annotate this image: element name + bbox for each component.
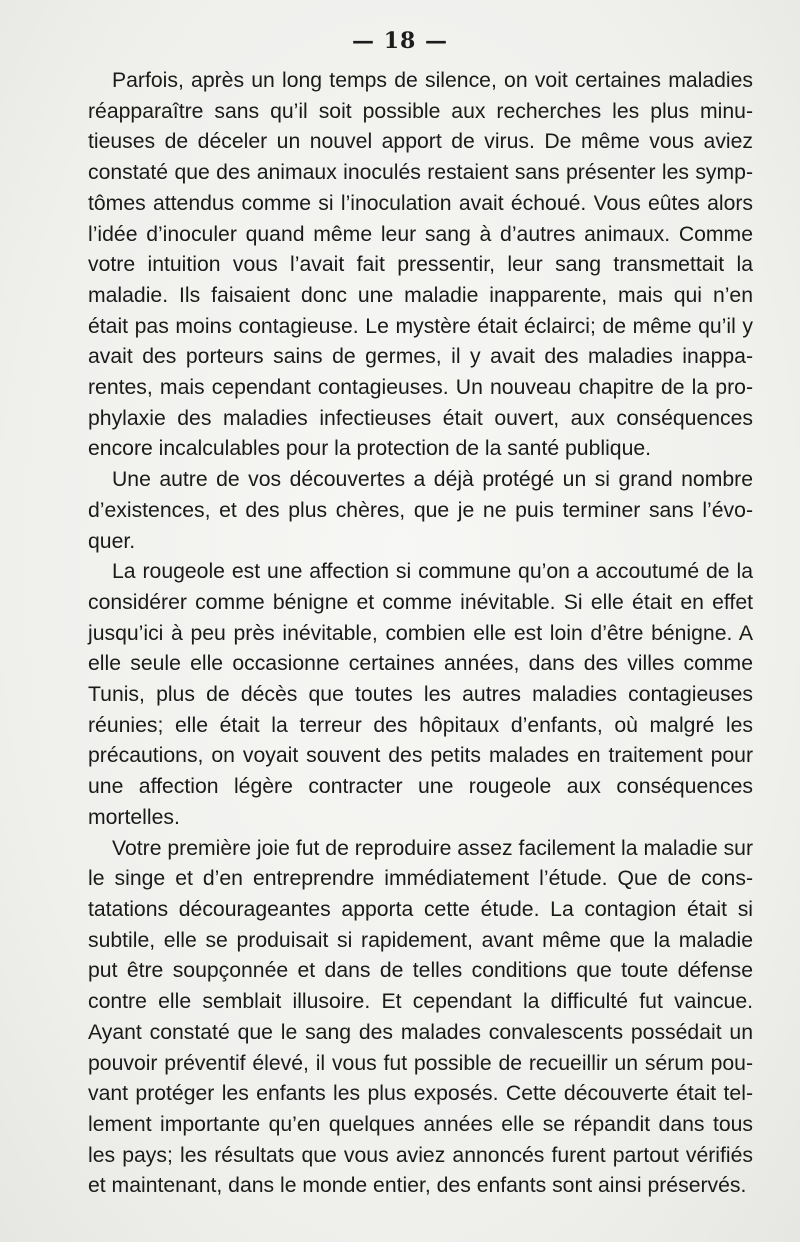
paragraph-2: Une autre de vos découvertes a déjà protégé un si grand nombre d’existences, et des plus chères, que je ne puis terminer sans l’évoquer. <box>88 468 753 553</box>
paragraph-1: Parfois, après un long temps de silence, on voit certaines maladies réapparaître sans qu’il soit possible aux recherches les plus minutieuses de déceler un nouvel apport de virus. De même vous aviez constaté que des animaux inoculés restaient sans présenter les symptômes attendus comme si l’inoculation avait échoué. Vous eûtes alors l’idée d’inoculer quand même leur sang à d’autres animaux. Comme votre intuition vous l’avait fait pressentir, leur sang transmettait la maladie. Ils faisaient donc une maladie inapparente, mais qui n’en était pas moins contagieuse. Le mystère était éclairci; de même qu’il y avait des porteurs sains de germes, il y avait des maladies inapparentes, mais cependant contagieuses. Un nouveau chapitre de la prophylaxie des maladies infectieuses était ouvert, aux conséquences encore incalculables pour la protection de la santé publique. <box>88 69 753 461</box>
paragraph-3: La rougeole est une affection si commune qu’on a accoutumé de la considérer comme bénigne et comme inévitable. Si elle était en effet jusqu’ici à peu près inévitable, combien elle est loin d’être bénigne. A elle seule elle occasionne certaines années, dans des villes comme Tunis, plus de décès que toutes les autres maladies contagieuses réunies; elle était la terreur des hôpitaux d’enfants, où malgré les précautions, on voyait souvent des petits malades en traitement pour une affection légère contracter une rougeole aux conséquences mortelles. <box>88 560 753 829</box>
body-text <box>88 66 753 1202</box>
page-number: — 18 — <box>352 28 448 54</box>
paragraph-4: Votre première joie fut de reproduire assez facilement la maladie sur le singe et d’en entreprendre immédiatement l’étude. Que de constatations décourageantes apporta cette étude. La contagion était si subtile, elle se produisait si rapidement, avant même que la maladie put être soupçonnée et dans de telles conditions que toute défense contre elle semblait illusoire. Et cependant la difficulté fut vaincue. Ayant constaté que le sang des malades convalescents possédait un pouvoir préventif élevé, il vous fut possible de recueillir un sérum pouvant protéger les enfants les plus exposés. Cette découverte était tellement importante qu’en quelques années elle se répandit dans tous les pays; les résultats que vous aviez annoncés furent partout vérifiés et maintenant, dans le monde entier, des enfants sont ainsi préservés. <box>88 836 753 1198</box>
